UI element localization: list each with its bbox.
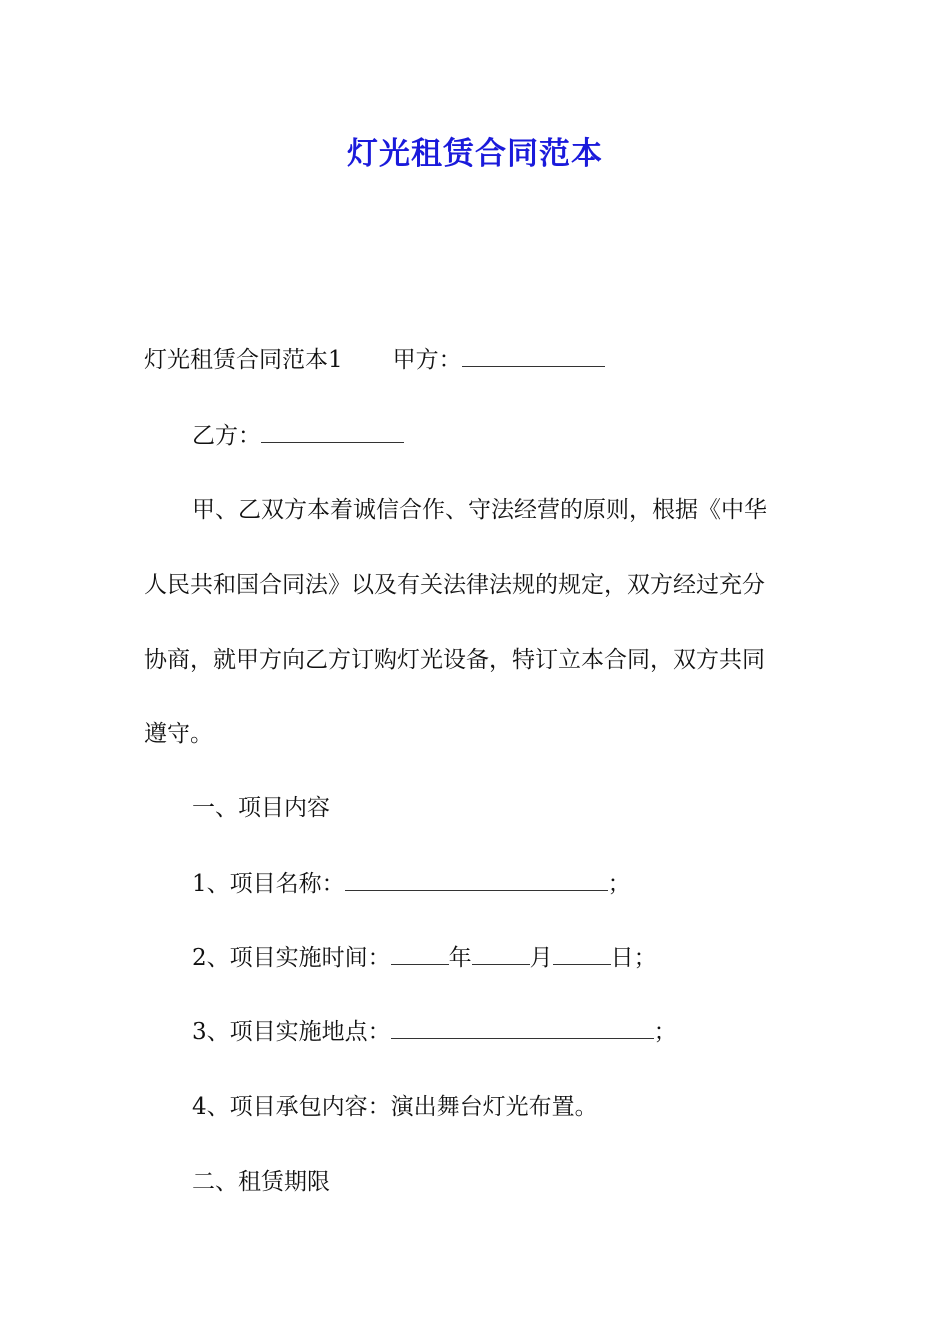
item3-end: ； bbox=[653, 1019, 677, 1045]
document-title: 灯光租赁合同范本 bbox=[347, 136, 603, 172]
intro-heading: 灯光租赁合同范本1 bbox=[144, 347, 343, 373]
preamble-line-2: 人民共和国合同法》以及有关法律法规的规定，双方经过充分 bbox=[144, 572, 765, 598]
item3-label: 3、项目实施地点： bbox=[192, 1019, 391, 1045]
party-b-blank bbox=[261, 422, 404, 443]
item2-line bbox=[192, 941, 862, 975]
party-b-line bbox=[192, 419, 862, 453]
item3-blank bbox=[391, 1018, 654, 1039]
item2-label: 2、项目实施时间： bbox=[192, 945, 391, 971]
item1-label: 1、项目名称： bbox=[192, 871, 345, 897]
item3-line bbox=[192, 1015, 862, 1049]
preamble-line-3: 协商，就甲方向乙方订购灯光设备，特订立本合同，双方共同 bbox=[144, 647, 765, 673]
item2-day-blank bbox=[553, 944, 611, 965]
item1-end: ； bbox=[607, 871, 631, 897]
section2-heading: 二、租赁期限 bbox=[192, 1169, 330, 1195]
item2-day: 日； bbox=[610, 945, 657, 971]
item2-year-blank bbox=[391, 944, 449, 965]
section1-heading: 一、项目内容 bbox=[192, 795, 330, 821]
item2-month: 月 bbox=[529, 945, 553, 971]
preamble-line-4: 遵守。 bbox=[144, 721, 213, 747]
item2-month-blank bbox=[472, 944, 530, 965]
item4-line: 4、项目承包内容：演出舞台灯光布置。 bbox=[192, 1094, 598, 1120]
intro-line bbox=[144, 343, 814, 377]
item2-year: 年 bbox=[448, 945, 472, 971]
party-a-blank bbox=[462, 346, 605, 367]
preamble-line-1: 甲、乙双方本着诚信合作、守法经营的原则，根据《中华 bbox=[192, 497, 767, 523]
party-b-label: 乙方： bbox=[192, 423, 261, 449]
item1-blank bbox=[345, 870, 608, 891]
item1-line bbox=[192, 867, 862, 901]
party-a-label: 甲方： bbox=[392, 347, 462, 373]
